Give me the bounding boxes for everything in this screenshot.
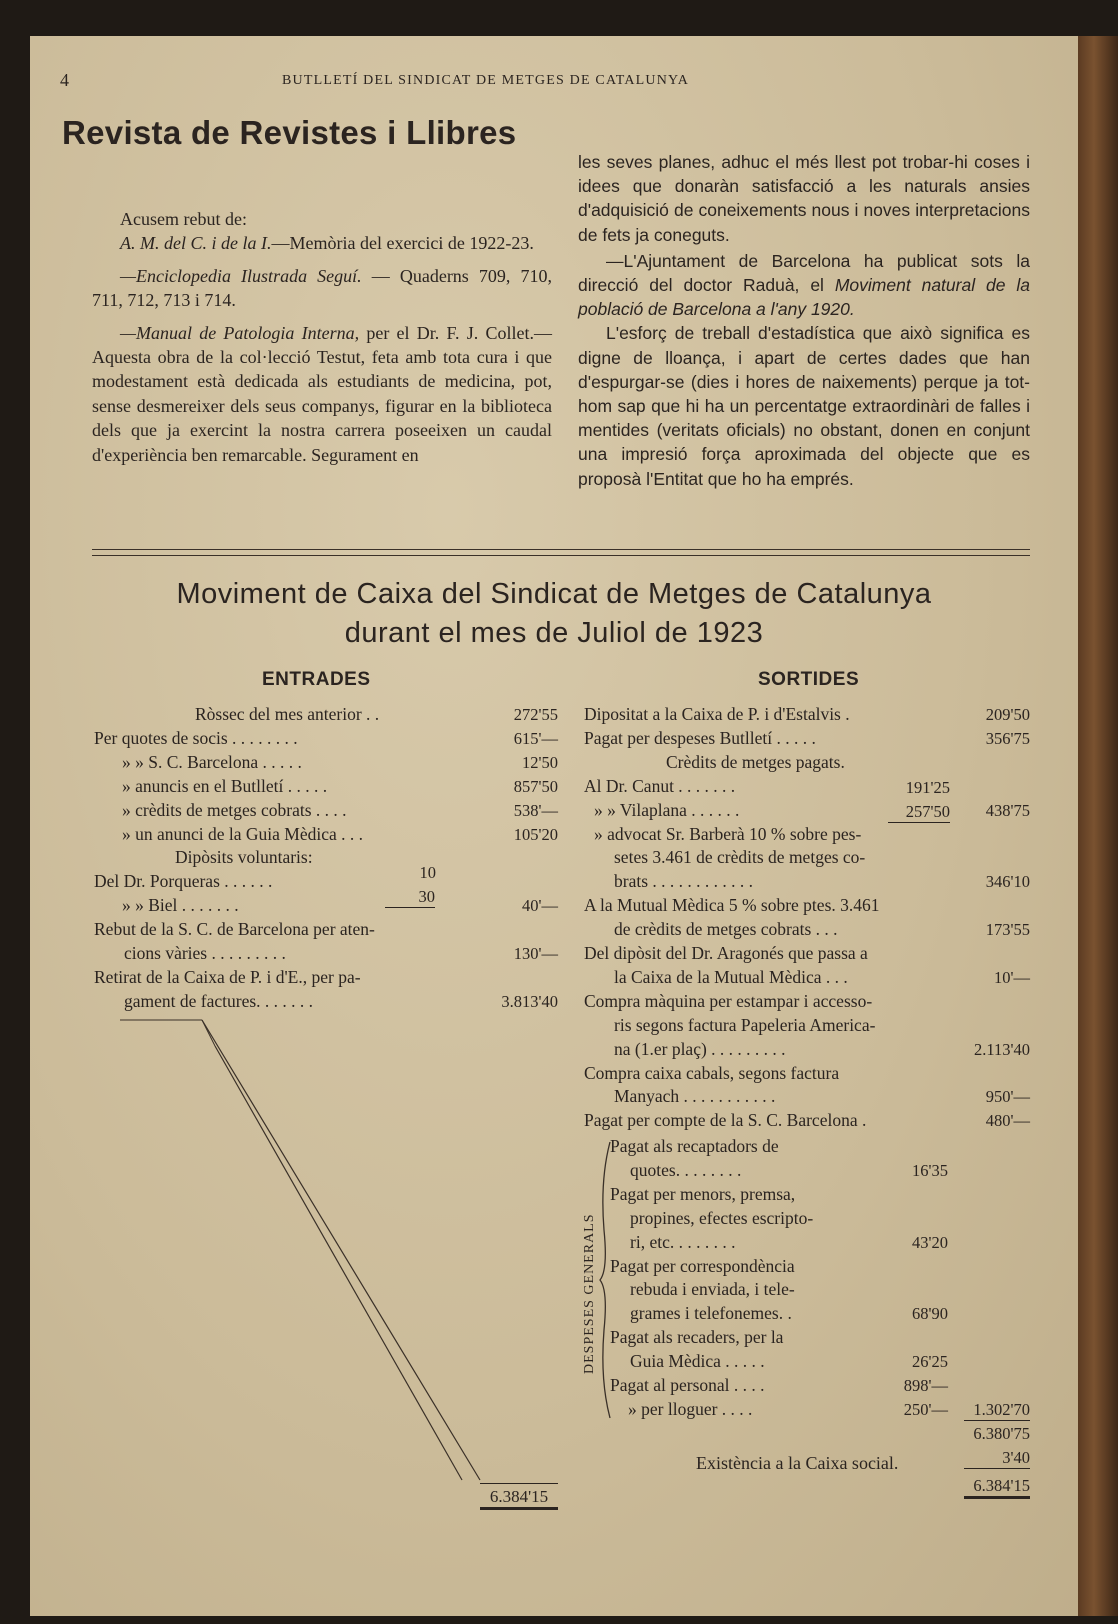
sortides-row-text: de crèdits de metges cobrats . . . xyxy=(614,919,838,940)
entrades-row-text: » crèdits de metges cobrats . . . . xyxy=(122,799,347,820)
sortides-row-text: na (1.er plaç) . . . . . . . . . xyxy=(614,1038,786,1059)
despeses-row-text: » per lloguer . . . . xyxy=(628,1398,753,1419)
entrades-row-text: Ròssec del mes anterior . . xyxy=(195,704,380,724)
entrades-row-amount: 12'50 xyxy=(522,752,558,772)
sortides-row-text: Pagat per despeses Butlletí . . . . . xyxy=(584,727,816,748)
despeses-row-text: Pagat per menors, premsa, xyxy=(610,1183,796,1204)
entrades-row-text: gament de factures. . . . . . . xyxy=(124,990,314,1011)
sortides-subtotal: 6.380'75 xyxy=(973,1424,1030,1443)
entrades-row-text: cions vàries . . . . . . . . . xyxy=(124,943,286,963)
sortides-row-amount: 346'10 xyxy=(985,872,1030,892)
sortides-row-text: ris segons factura Papeleria America- xyxy=(614,1014,876,1035)
despeses-row-text: propines, efectes escripto- xyxy=(630,1207,814,1228)
sortides-row-text: » advocat Sr. Barberà 10 % sobre pes- xyxy=(594,823,862,844)
sortides-row-amount: 2.113'40 xyxy=(974,1039,1030,1059)
sortides-row-amount: 480'— xyxy=(985,1111,1030,1131)
despeses-row-text: grames i telefonemes. . xyxy=(630,1303,792,1324)
review-item1-text: —Memòria del exercici de 1922-23. xyxy=(271,233,534,254)
sortides-row-amount: 209'50 xyxy=(985,705,1030,724)
entrades-row-text: » » S. C. Barcelona . . . . . xyxy=(122,751,302,772)
sortides-row-text: Compra màquina per estampar i accesso- xyxy=(584,990,873,1011)
book-spine xyxy=(1078,36,1118,1616)
review-item2-title: —Enciclopedia Ilustrada Seguí. xyxy=(120,265,362,286)
entrades-row-amount: 40'— xyxy=(522,896,558,916)
sortides-row-text: brats . . . . . . . . . . . . xyxy=(614,871,754,892)
entrades-row-text: Rebut de la S. C. de Barcelona per aten- xyxy=(94,919,375,940)
entrades-row-amount: 857'50 xyxy=(513,776,558,796)
reviews-heading: Revista de Revistes i Llibres xyxy=(62,114,517,151)
entrades-row-amount: 272'55 xyxy=(513,705,558,724)
entrades-row-text: Per quotes de socis . . . . . . . . xyxy=(94,727,298,748)
sortides-row-text: Crèdits de metges pagats. xyxy=(666,751,845,772)
sortides-row-text: Al Dr. Canut . . . . . . . xyxy=(584,775,736,796)
ledger-title-line1: Moviment de Caixa del Sindicat de Metges de Catalunya xyxy=(176,578,932,610)
despeses-row-text: quotes. . . . . . . . xyxy=(630,1159,742,1180)
section-divider-top xyxy=(92,549,1030,550)
despeses-row-text: Pagat als recaders, per la xyxy=(610,1327,784,1348)
ledger-diagonal-lines xyxy=(90,1010,560,1490)
despeses-row-amount: 43'20 xyxy=(912,1232,948,1252)
despeses-row-text: Pagat als recaptadors de xyxy=(610,1136,779,1156)
existencia-label: Existència a la Caixa social. xyxy=(696,1453,899,1473)
entrades-row-text: » un anunci de la Guia Mèdica . . . xyxy=(122,823,364,844)
despeses-row-text: rebuda i enviada, i tele- xyxy=(630,1279,795,1300)
despeses-row-amount: 16'35 xyxy=(912,1160,948,1180)
vilaplana-subamount: 257'50 xyxy=(888,802,950,823)
sortides-row-text: Compra caixa cabals, segons factura xyxy=(584,1062,840,1083)
sortides-row-text: Manyach . . . . . . . . . . . xyxy=(614,1086,776,1107)
despeses-row-text: Guia Mèdica . . . . . xyxy=(630,1351,765,1372)
despeses-row-amount: 250'— xyxy=(903,1399,948,1419)
entrades-row-amount: 130'— xyxy=(513,944,558,963)
sortides-row-text: Dipositat a la Caixa de P. i d'Estalvis . xyxy=(584,704,850,724)
entrades-row-amount: 105'20 xyxy=(513,824,558,844)
despeses-row-text: Pagat al personal . . . . xyxy=(610,1375,765,1395)
entrades-row-text: Del Dr. Porqueras . . . . . . xyxy=(94,871,273,892)
despeses-generals-label: DESPESES GENERALS xyxy=(582,1213,597,1374)
entrades-row-text: Dipòsits voluntaris: xyxy=(175,847,313,868)
review-item3-title: —Manual de Patologia Interna, xyxy=(120,322,360,343)
entrades-total: 6.384'15 xyxy=(480,1487,558,1510)
review-right-p1: les seves planes, adhuc el més llest pot trobar-hi coses i idees que donaràn satisfacció a les naturals ansies d'adquisició de coneixements nous i noves interpretacions de fets ja coneguts. xyxy=(578,152,1030,245)
sortides-heading: SORTIDES xyxy=(758,669,860,690)
review-right-p3: L'esforç de treball d'estadística que això significa es digne de lloança, i apart de certes dades que han d'espurgar-se (dies i hores de naixements) perque ja tot-hom sap que hi ha un percentatge extraordinàri de falles i mentides (veritats oficials) no obstant, donen en conjunt una impresió força aproximada del objecte que es proposà l'Entitat que ho ha emprés. xyxy=(578,323,1030,489)
sortides-row-amount: 10'— xyxy=(994,967,1030,987)
review-right-p2-title: Moviment natural de la població de Barcelona a l'any 1920. xyxy=(578,275,1030,320)
review-right-p2: —L'Ajuntament de Barcelona ha publicat sots la direcció del doctor Raduà, el xyxy=(578,250,1030,296)
entrades-total-rule xyxy=(480,1483,558,1484)
page-number: 4 xyxy=(60,70,69,90)
sortides-row-amount: 173'55 xyxy=(985,920,1030,940)
entrades-row-amount: 3.813'40 xyxy=(501,991,558,1011)
despeses-total: 1.302'70 xyxy=(964,1400,1030,1421)
section-divider-bottom xyxy=(92,555,1030,556)
sortides-row-text: » » Vilaplana . . . . . . xyxy=(594,799,740,820)
reviews-intro: Acusem rebut de: xyxy=(120,209,247,229)
sortides-row-text: Del dipòsit del Dr. Aragonés que passa a xyxy=(584,943,868,963)
ledger-title-line2: durant el mes de Juliol de 1923 xyxy=(344,617,764,649)
running-header: BUTLLETÍ DEL SINDICAT DE METGES DE CATALUNYA xyxy=(282,73,690,88)
sortides-row-amount: 950'— xyxy=(985,1087,1030,1107)
despeses-row-amount: 68'90 xyxy=(912,1304,948,1324)
despeses-row-text: Pagat per correspondència xyxy=(610,1255,795,1276)
sortides-row-text: A la Mutual Mèdica 5 % sobre ptes. 3.461 xyxy=(584,895,880,916)
reviews-left-column xyxy=(92,207,552,467)
sortides-row-text: Pagat per compte de la S. C. Barcelona . xyxy=(584,1110,867,1131)
entrades-row-amount: 615'— xyxy=(513,728,558,748)
entrades-row-text: » » Biel . . . . . . . xyxy=(122,895,239,916)
sortides-row-amount: 438'75 xyxy=(985,800,1030,820)
entrades-row-text: » anuncis en el Butlletí . . . . . xyxy=(122,775,328,796)
sortides-row-text: la Caixa de la Mutual Mèdica . . . xyxy=(614,966,848,987)
sortides-row-amount: 356'75 xyxy=(985,728,1030,748)
entrades-row-text: Retirat de la Caixa de P. i d'E., per pa- xyxy=(94,966,361,987)
despeses-row-text: ri, etc. . . . . . . . xyxy=(630,1231,736,1252)
entrades-row-amount: 538'— xyxy=(513,800,558,820)
review-item3-text: per el Dr. F. J. Collet.—Aquesta obra de la col·lecció Testut, feta amb tota cura i que modestament està dedicada als estudiants de medicina, pot, sense desmereixer dels seus companys, figurar en la biblioteca dels que ja exercint la nostra carrera poseeixen un caudal d'experiència ben remarcable. Segurament en xyxy=(92,322,552,465)
despeses-row-amount: 26'25 xyxy=(912,1352,948,1372)
review-item2-text: — Quaderns 709, 710, 711, 712, 713 i 714. xyxy=(92,265,552,311)
biel-subamount: 30 xyxy=(385,887,435,908)
canut-subamount: 191'25 xyxy=(905,778,950,797)
entrades-heading: ENTRADES xyxy=(262,669,371,690)
review-item1-title: A. M. del C. i de la I. xyxy=(120,233,272,254)
despeses-row-amount: 898'— xyxy=(903,1376,948,1395)
sortides-total: 6.384'15 xyxy=(964,1476,1030,1499)
porqueras-subamount: 10 xyxy=(419,863,436,882)
reviews-right-column xyxy=(578,150,1030,491)
existencia-amount: 3'40 xyxy=(964,1448,1030,1469)
sortides-row-text: setes 3.461 de crèdits de metges co- xyxy=(614,847,866,868)
